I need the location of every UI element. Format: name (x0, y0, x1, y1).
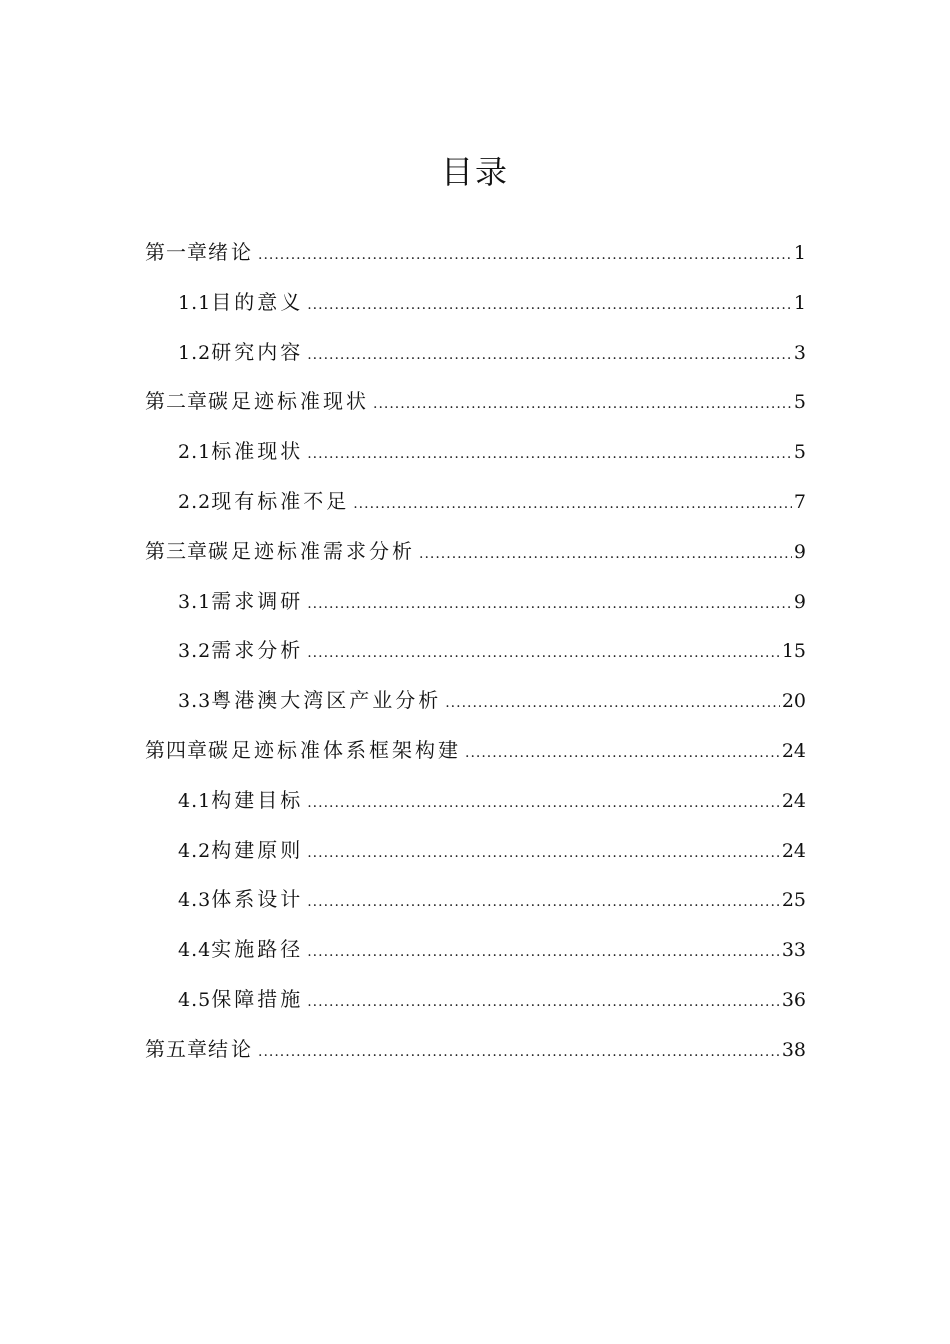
toc-entry-page: 38 (781, 1038, 806, 1061)
toc-dot-leader (307, 281, 792, 331)
toc-entry[interactable] (145, 228, 806, 278)
toc-entry-page: 24 (781, 789, 806, 812)
toc-entry[interactable] (145, 1025, 806, 1075)
toc-entry[interactable] (145, 328, 806, 378)
toc-entry-label: 碳足迹标准现状 (208, 389, 369, 414)
toc-entry[interactable] (145, 776, 806, 826)
toc-entry-page: 1 (793, 242, 806, 264)
toc-entry-number: 4.1 (178, 789, 212, 812)
toc-dot-leader (307, 978, 780, 1028)
toc-entry[interactable] (145, 676, 806, 726)
toc-entry[interactable] (145, 427, 806, 477)
toc-entry-number: 第一章 (145, 240, 208, 264)
toc-entry-number: 2.2 (178, 490, 212, 513)
toc-list (145, 228, 806, 1075)
toc-entry-number: 1.1 (178, 291, 212, 314)
toc-entry-page: 7 (793, 490, 806, 513)
toc-dot-leader (307, 829, 780, 879)
toc-entry-label: 体系设计 (211, 887, 304, 912)
toc-entry-number: 第三章 (145, 538, 208, 563)
toc-entry-page: 9 (793, 540, 806, 563)
toc-entry-label: 目的意义 (211, 289, 304, 314)
toc-dot-leader (307, 580, 792, 630)
toc-entry-label: 现有标准不足 (211, 488, 350, 513)
toc-entry-label: 碳足迹标准体系框架构建 (208, 737, 461, 762)
toc-entry-number: 4.2 (178, 839, 212, 862)
toc-entry-number: 4.5 (178, 988, 212, 1011)
toc-entry[interactable] (145, 626, 806, 676)
toc-entry[interactable] (145, 527, 806, 577)
toc-entry-page: 24 (781, 839, 806, 862)
toc-entry-page: 5 (793, 391, 806, 414)
toc-entry-page: 1 (793, 291, 806, 314)
toc-dot-leader (258, 1028, 780, 1078)
toc-entry-page: 15 (781, 640, 806, 663)
toc-entry-label: 构建目标 (211, 787, 304, 812)
toc-entry-page: 3 (793, 341, 806, 364)
toc-dot-leader (258, 231, 792, 281)
toc-entry[interactable] (145, 377, 806, 427)
toc-entry[interactable] (145, 278, 806, 328)
toc-entry[interactable] (145, 925, 806, 975)
toc-dot-leader (307, 430, 792, 480)
toc-entry-number: 2.1 (178, 441, 212, 464)
toc-entry-page: 25 (781, 889, 806, 912)
toc-dot-leader (307, 878, 780, 928)
toc-entry-number: 3.2 (178, 640, 212, 663)
toc-entry[interactable] (145, 726, 806, 776)
toc-dot-leader (445, 679, 780, 729)
toc-entry-number: 4.4 (178, 939, 212, 962)
toc-entry-label: 标准现状 (211, 439, 304, 464)
toc-entry-page: 9 (793, 590, 806, 613)
toc-entry[interactable] (145, 875, 806, 925)
toc-entry-number: 第二章 (145, 389, 208, 414)
toc-dot-leader (465, 729, 780, 779)
toc-entry-label: 保障措施 (211, 986, 304, 1011)
toc-dot-leader (373, 380, 792, 430)
toc-entry-label: 绪论 (208, 240, 254, 264)
toc-entry-label: 研究内容 (211, 339, 304, 364)
toc-entry-label: 粤港澳大湾区产业分析 (211, 688, 442, 713)
toc-entry-page: 33 (781, 939, 806, 962)
toc-entry[interactable] (145, 577, 806, 627)
toc-entry-label: 实施路径 (211, 937, 304, 962)
toc-entry-label: 需求分析 (211, 638, 304, 663)
toc-dot-leader (353, 480, 792, 530)
toc-title: 目录 (440, 153, 509, 191)
toc-entry-number: 4.3 (178, 889, 212, 912)
toc-dot-leader (307, 779, 780, 829)
toc-entry[interactable] (145, 826, 806, 876)
toc-entry-number: 3.3 (178, 690, 212, 713)
toc-dot-leader (307, 629, 780, 679)
toc-entry-page: 36 (781, 988, 806, 1011)
toc-entry-number: 第五章 (145, 1036, 208, 1061)
toc-entry-number: 第四章 (145, 737, 208, 762)
toc-entry-number: 3.1 (178, 590, 212, 613)
toc-entry[interactable] (145, 975, 806, 1025)
toc-entry-number: 1.2 (178, 341, 212, 364)
toc-entry-label: 结论 (208, 1036, 254, 1061)
toc-dot-leader (419, 530, 792, 580)
toc-entry-label: 构建原则 (211, 837, 304, 862)
toc-entry-page: 20 (781, 690, 806, 713)
toc-entry-label: 碳足迹标准需求分析 (208, 538, 415, 563)
toc-entry-label: 需求调研 (211, 588, 304, 613)
toc-dot-leader (307, 331, 792, 381)
toc-entry-page: 5 (793, 441, 806, 464)
toc-dot-leader (307, 928, 780, 978)
toc-entry-page: 24 (781, 739, 806, 762)
toc-entry[interactable] (145, 477, 806, 527)
